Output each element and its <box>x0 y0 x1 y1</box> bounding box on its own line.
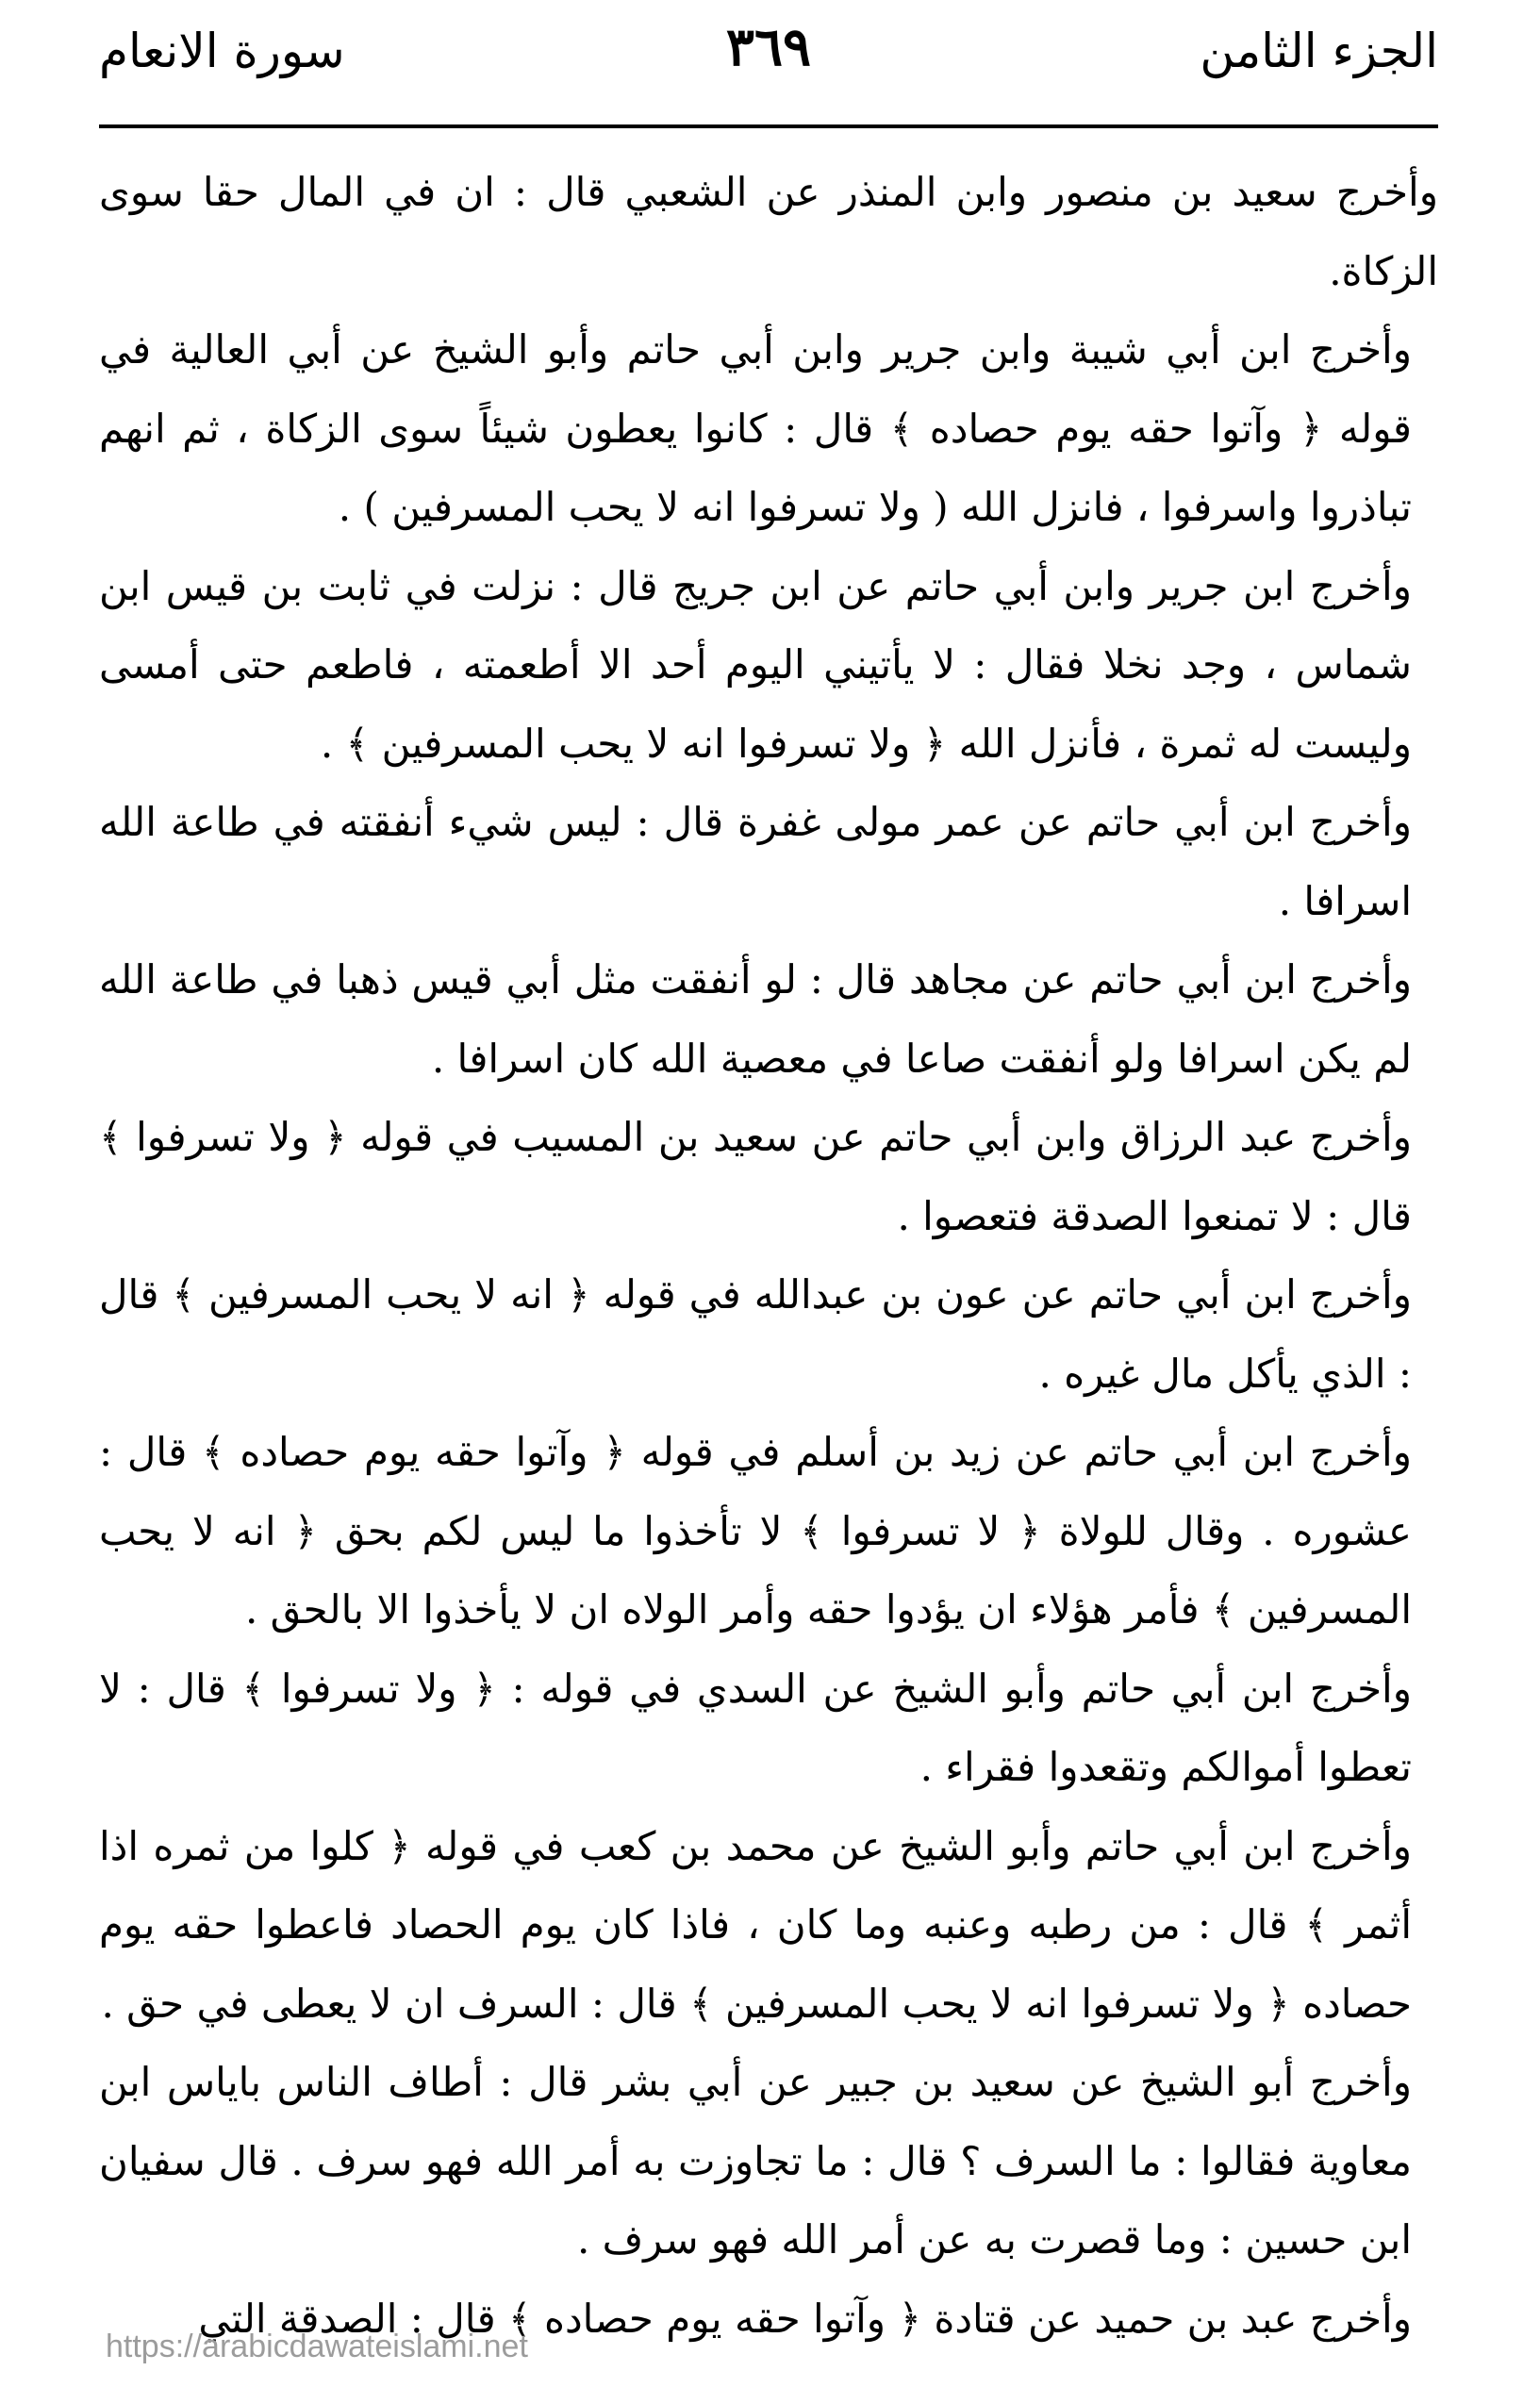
paragraph-12: وأخرج عبد بن حميد عن قتادة ﴿ وآتوا حقه يوم حصاده ﴾ قال : الصدقة التي <box>198 2295 1412 2342</box>
paragraph-3: وأخرج ابن جرير وابن أبي حاتم عن ابن جريج قال : نزلت في ثابت بن قيس ابن شماس ، وجد نخلا فقال : لا يأتيني اليوم أحد الا أطعمته ، فاطعم حتى أمسى وليست له ثمرة ، فأنزل الله ﴿ ولا تسرفوا انه لا يحب المسرفين ﴾ . <box>99 562 1412 767</box>
surah-title: سورة الانعام <box>99 24 345 78</box>
paragraph-2: وأخرج ابن أبي شيبة وابن جرير وابن أبي حاتم وأبو الشيخ عن أبي العالية في قوله ﴿ وآتوا حقه يوم حصاده ﴾ قال : كانوا يعطون شيئاً سوى الزكاة ، ثم انهم تباذروا واسرفوا ، فانزل الله ( ولا تسرفوا انه لا يحب المسرفين ) . <box>99 326 1412 530</box>
paragraph-1: وأخرج سعيد بن منصور وابن المنذر عن الشعبي قال : ان في المال حقا سوى الزكاة. <box>99 169 1438 294</box>
paragraph-11: وأخرج أبو الشيخ عن سعيد بن جبير عن أبي بشر قال : أطاف الناس باياس ابن معاوية فقالوا : ما السرف ؟ قال : ما تجاوزت به أمر الله فهو سرف . قال سفيان ابن حسين : وما قصرت به عن أمر الله فهو سرف . <box>99 2059 1412 2263</box>
source-watermark: https://arabicdawateislami.net <box>106 2329 528 2364</box>
part-title: الجزء الثامن <box>1200 24 1438 78</box>
paragraph-10: وأخرج ابن أبي حاتم وأبو الشيخ عن محمد بن كعب في قوله ﴿ كلوا من ثمره اذا أثمر ﴾ قال : من رطبه وعنبه وما كان ، فاذا كان يوم الحصاد فاعطوا حقه يوم حصاده ﴿ ولا تسرفوا انه لا يحب المسرفين ﴾ قال : السرف ان لا يعطى في حق . <box>99 1822 1412 2027</box>
paragraph-7: وأخرج ابن أبي حاتم عن عون بن عبدالله في قوله ﴿ انه لا يحب المسرفين ﴾ قال : الذي يأكل مال غيره . <box>99 1271 1412 1397</box>
paragraph-4: وأخرج ابن أبي حاتم عن عمر مولى غفرة قال : ليس شيء أنفقته في طاعة الله اسرافا . <box>99 799 1412 924</box>
header-divider <box>99 124 1438 128</box>
paragraph-9: وأخرج ابن أبي حاتم وأبو الشيخ عن السدي في قوله : ﴿ ولا تسرفوا ﴾ قال : لا تعطوا أموالكم وتقعدوا فقراء . <box>99 1665 1412 1790</box>
paragraph-8: وأخرج ابن أبي حاتم عن زيد بن أسلم في قوله ﴿ وآتوا حقه يوم حصاده ﴾ قال : عشوره . وقال للولاة ﴿ لا تسرفوا ﴾ لا تأخذوا ما ليس لكم بحق ﴿ انه لا يحب المسرفين ﴾ فأمر هؤلاء ان يؤدوا حقه وأمر الولاه ان لا يأخذوا الا بالحق . <box>99 1429 1412 1633</box>
paragraph-5: وأخرج ابن أبي حاتم عن مجاهد قال : لو أنفقت مثل أبي قيس ذهبا في طاعة الله لم يكن اسرافا ولو أنفقت صاعا في معصية الله كان اسرافا . <box>99 956 1412 1082</box>
paragraph-6: وأخرج عبد الرزاق وابن أبي حاتم عن سعيد بن المسيب في قوله ﴿ ولا تسرفوا ﴾ قال : لا تمنعوا الصدقة فتعصوا . <box>99 1114 1412 1239</box>
page-body <box>99 153 1438 2358</box>
page-header <box>99 17 1438 92</box>
page-number: ٣٦٩ <box>725 16 812 78</box>
